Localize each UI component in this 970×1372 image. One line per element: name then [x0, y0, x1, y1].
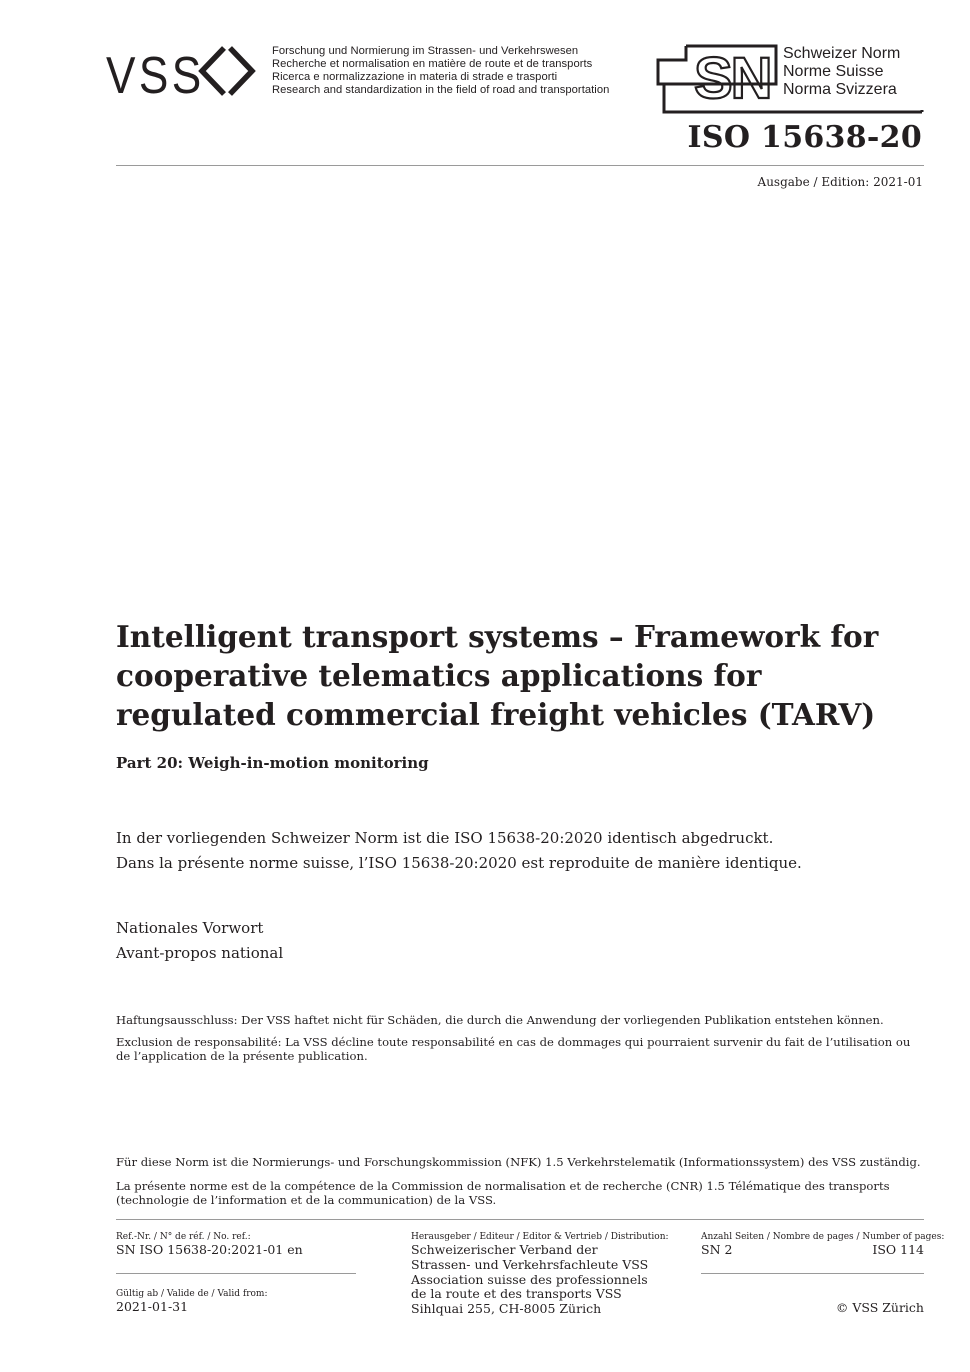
vss-logo-text: VSS: [106, 46, 205, 102]
pages-iso: ISO 114: [872, 1242, 924, 1257]
intro-fr: Dans la présente norme suisse, l’ISO 15638-20:2020 est reproduite de manière identique.: [116, 854, 802, 872]
vss-tagline-fr: Recherche et normalisation en matière de route et de transports: [272, 58, 593, 70]
standard-number: ISO 15638-20: [687, 120, 922, 155]
sn-line-it: Norma Svizzera: [783, 81, 897, 98]
valid-value: 2021-01-31: [116, 1299, 189, 1314]
vss-tagline-de: Forschung und Normierung im Strassen- und Verkehrswesen: [272, 45, 579, 57]
header-divider: [116, 165, 924, 166]
intro-de: In der vorliegenden Schweizer Norm ist die ISO 15638-20:2020 identisch abgedruckt.: [116, 829, 774, 847]
vss-tagline-it: Ricerca e normalizzazione in materia di strade e trasporti: [272, 71, 558, 83]
ref-value: SN ISO 15638-20:2021-01 en: [116, 1242, 303, 1257]
sn-line-fr: Norme Suisse: [783, 63, 884, 80]
foreword-de: Nationales Vorwort: [116, 919, 264, 937]
foreword-fr: Avant-propos national: [116, 944, 284, 962]
pages-divider: [701, 1273, 924, 1274]
publisher-line-1: Schweizerischer Verband der: [411, 1242, 598, 1257]
document-title: Intelligent transport systems – Framework for cooperative telematics applications for regulated commercial freight vehicles (TARV): [116, 619, 879, 732]
disclaimer-de: Haftungsausschluss: Der VSS haftet nicht für Schäden, die durch die Anwendung der vorliegenden Publikation entstehen können.: [116, 1013, 884, 1027]
sn-logo-text: SN: [694, 46, 771, 111]
document-part-title: Part 20: Weigh-in-motion monitoring: [116, 754, 429, 772]
footer-divider: [116, 1219, 924, 1220]
publisher-line-2: Strassen- und Verkehrsfachleute VSS: [411, 1256, 649, 1272]
pages-sn: SN 2: [701, 1242, 733, 1257]
vss-tagline-en: Research and standardization in the field of road and transportation: [272, 84, 610, 96]
disclaimer-fr: Exclusion de responsabilité: La VSS décline toute responsabilité en cas de dommages qui pourraient survenir du fait de l’utilisation ou de l’application de la présente publication.: [116, 1035, 911, 1063]
ref-divider: [116, 1273, 356, 1274]
edition-date: Ausgabe / Edition: 2021-01: [757, 175, 923, 189]
commission-de: Für diese Norm ist die Normierungs- und Forschungskommission (NFK) 1.5 Verkehrstelematik (Informationssystem) des VSS zuständig.: [116, 1155, 921, 1169]
publisher-line-4: de la route et des transports VSS: [411, 1286, 622, 1302]
copyright: © VSS Zürich: [835, 1300, 924, 1315]
ref-label: Ref.-Nr. / N° de réf. / No. ref.:: [116, 1232, 251, 1242]
publisher-line-5: Sihlquai 255, CH-8005 Zürich: [411, 1301, 602, 1317]
vss-logo: [106, 40, 266, 102]
valid-label: Gültig ab / Valide de / Valid from:: [116, 1289, 268, 1299]
pages-label: Anzahl Seiten / Nombre de pages / Number of pages:: [701, 1232, 945, 1242]
commission-fr: La présente norme est de la compétence de la Commission de normalisation et de recherche (CNR) 1.5 Télématique des transports (technologie de l’information et de la communication) de la VSS.: [116, 1179, 890, 1207]
sn-line-de: Schweizer Norm: [783, 45, 901, 62]
publisher-line-3: Association suisse des professionnels: [411, 1271, 648, 1287]
publisher-label: Herausgeber / Editeur / Editor & Vertrieb / Distribution:: [411, 1232, 669, 1242]
